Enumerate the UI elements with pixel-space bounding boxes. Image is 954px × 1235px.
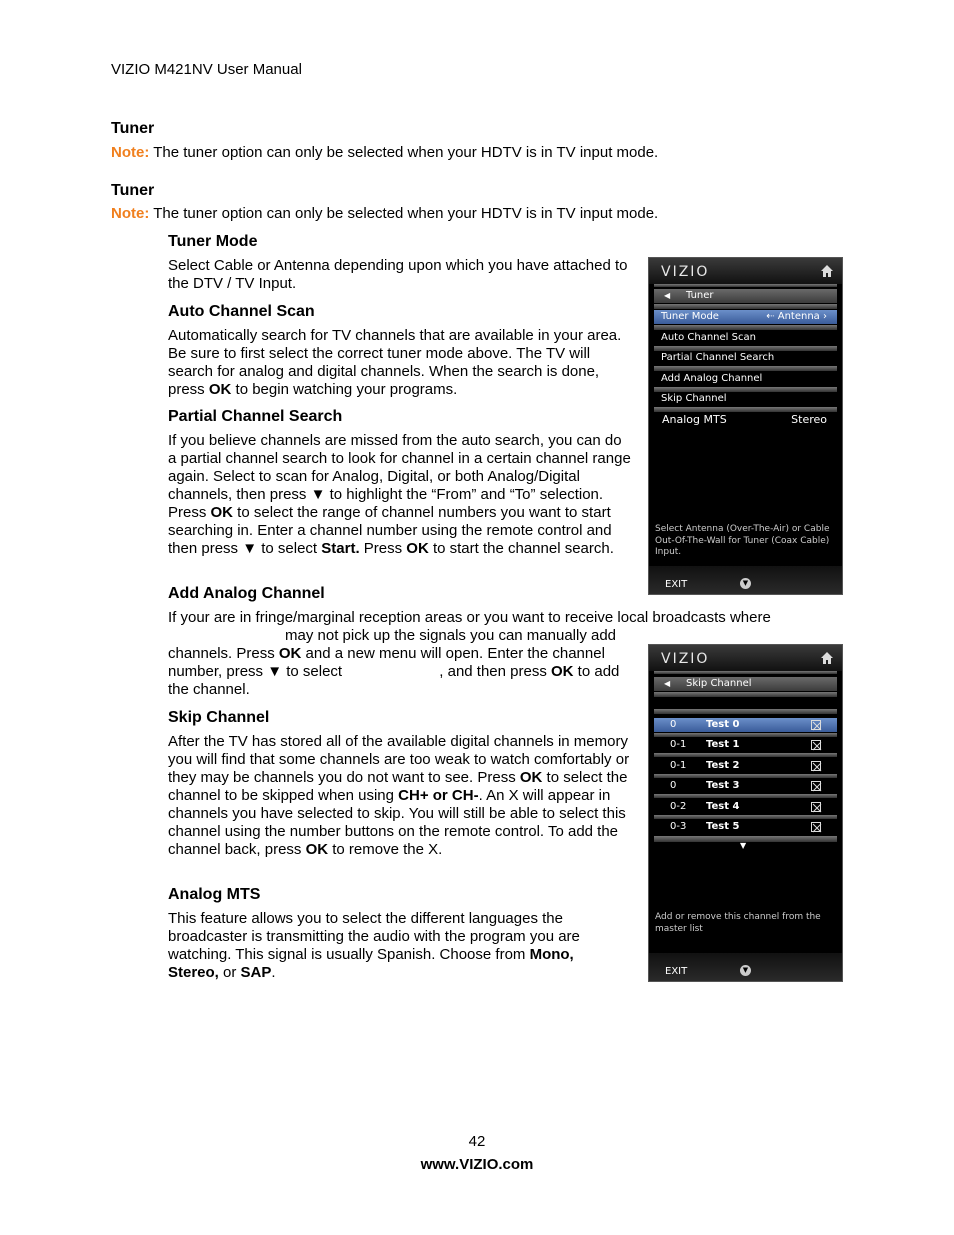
tv-help-text: Select Antenna (Over-The-Air) or Cable Out-Of-The-Wall for Tuner (Coax Cable) Input.	[655, 524, 830, 557]
section-heading-tuner: Tuner	[111, 182, 155, 199]
back-arrow-icon: ◀	[664, 291, 671, 300]
paragraph-tuner-mode: Select Cable or Antenna depending upon which you have attached to the DTV / TV Input.	[168, 257, 628, 292]
subheading-analog-mts: Analog MTS	[168, 886, 261, 903]
note-label: Note:	[111, 144, 150, 161]
vizio-logo: VIZIO	[661, 651, 710, 667]
paragraph-add-analog-line1: If your are in fringe/marginal reception areas or you want to receive local broadcasts where	[168, 609, 771, 626]
home-icon	[820, 264, 834, 278]
vizio-logo: VIZIO	[661, 264, 710, 280]
skip-checkbox-icon	[811, 740, 821, 750]
page-number: 42	[468, 1133, 486, 1150]
tv-exit-label: EXIT	[665, 966, 688, 977]
paragraph-skip-channel: After the TV has stored all of the available digital channels in memory you will find that some channels are too weak to watch comfortably or they may be channels you do not want to see. Press OK to select the channel to be skipped when using CH+ or CH-. An X will appear in channels you have selected to skip. You will still be able to select this channel using the number buttons on the remote control. To add the channel back, press OK to remove the X.	[168, 733, 630, 858]
note-line	[111, 144, 658, 161]
tv-menu-item-add-analog-channel: Add Analog Channel	[654, 372, 837, 386]
footer-url: www.VIZIO.com	[420, 1156, 534, 1173]
skip-checkbox-icon	[811, 761, 821, 771]
note-line	[111, 205, 658, 222]
channel-row: 0-1 Test 2	[654, 759, 837, 773]
subheading-add-analog-channel: Add Analog Channel	[168, 585, 325, 602]
note-text: The tuner option can only be selected when your HDTV is in TV input mode.	[149, 205, 659, 222]
subheading-auto-channel-scan: Auto Channel Scan	[168, 303, 315, 320]
paragraph-auto-channel-scan: Automatically search for TV channels that are available in your area. Be sure to first select the correct tuner mode above. The TV will search for analog and digital channels. When the search is done, press OK to begin watching your programs.	[168, 327, 622, 398]
tv-menu-header: ◀ Skip Channel	[654, 677, 837, 691]
skip-checkbox-icon	[811, 802, 821, 812]
scroll-down-arrow-icon: ▼	[740, 841, 747, 850]
subheading-tuner-mode: Tuner Mode	[168, 233, 258, 250]
down-arrow-icon: ▼	[740, 965, 751, 976]
section-heading-tuner: Tuner	[111, 120, 155, 137]
note-label: Note:	[111, 205, 150, 222]
tv-menu-item-tuner-mode: Tuner Mode ⇠ Antenna ›	[654, 310, 837, 324]
skip-checkbox-icon	[811, 781, 821, 791]
paragraph-partial-channel-search: If you believe channels are missed from the auto search, you can do a partial channel search to look for channel in a certain channel range again. Select to scan for Analog, Digital, or both Analog/Digital channels, then press ▼ to highlight the “From” and “To” selection. Press OK to select the range of channel numbers you want to start searching in. Enter a channel number using the remote control and then press ▼ to select Start. Press OK to start the channel search.	[168, 432, 631, 557]
note-text: The tuner option can only be selected when your HDTV is in TV input mode.	[149, 144, 659, 161]
skip-checkbox-icon	[811, 822, 821, 832]
document-title: VIZIO M421NV User Manual	[111, 61, 302, 78]
channel-row: 0-2 Test 4	[654, 800, 837, 814]
channel-row: 0 Test 0	[654, 718, 837, 732]
tv-exit-label: EXIT	[665, 579, 688, 590]
tv-help-text: Add or remove this channel from the master list	[655, 912, 821, 934]
tv-menu-tuner-screenshot	[648, 257, 843, 595]
home-icon	[820, 651, 834, 665]
paragraph-add-analog-channel: may not pick up the signals you can manually add channels. Press OK and a new menu will open. Enter the channel number, press ▼ to select , and then press OK to add the channel.	[168, 627, 620, 698]
tv-menu-header: ◀ Tuner	[654, 289, 837, 303]
subheading-skip-channel: Skip Channel	[168, 709, 270, 726]
skip-checkbox-icon	[811, 720, 821, 730]
tv-menu-item-analog-mts: Analog MTS Stereo	[654, 413, 837, 427]
tuner-mode-value: ⇠ Antenna ›	[766, 311, 827, 322]
paragraph-analog-mts: This feature allows you to select the different languages the broadcaster is transmitting the audio with the program you are watching. This signal is usually Spanish. Choose from Mono, Stereo, or SAP.	[168, 910, 580, 981]
channel-row: 0 Test 3	[654, 779, 837, 793]
down-arrow-icon: ▼	[740, 578, 751, 589]
back-arrow-icon: ◀	[664, 679, 671, 688]
tv-menu-item-partial-channel-search: Partial Channel Search	[654, 351, 837, 365]
channel-row: 0-3 Test 5	[654, 820, 837, 834]
tv-menu-skip-channel-screenshot	[648, 644, 843, 982]
tv-menu-item-skip-channel: Skip Channel	[654, 392, 837, 406]
subheading-partial-channel-search: Partial Channel Search	[168, 408, 343, 425]
channel-row: 0-1 Test 1	[654, 738, 837, 752]
tv-menu-item-auto-channel-scan: Auto Channel Scan	[654, 331, 837, 345]
